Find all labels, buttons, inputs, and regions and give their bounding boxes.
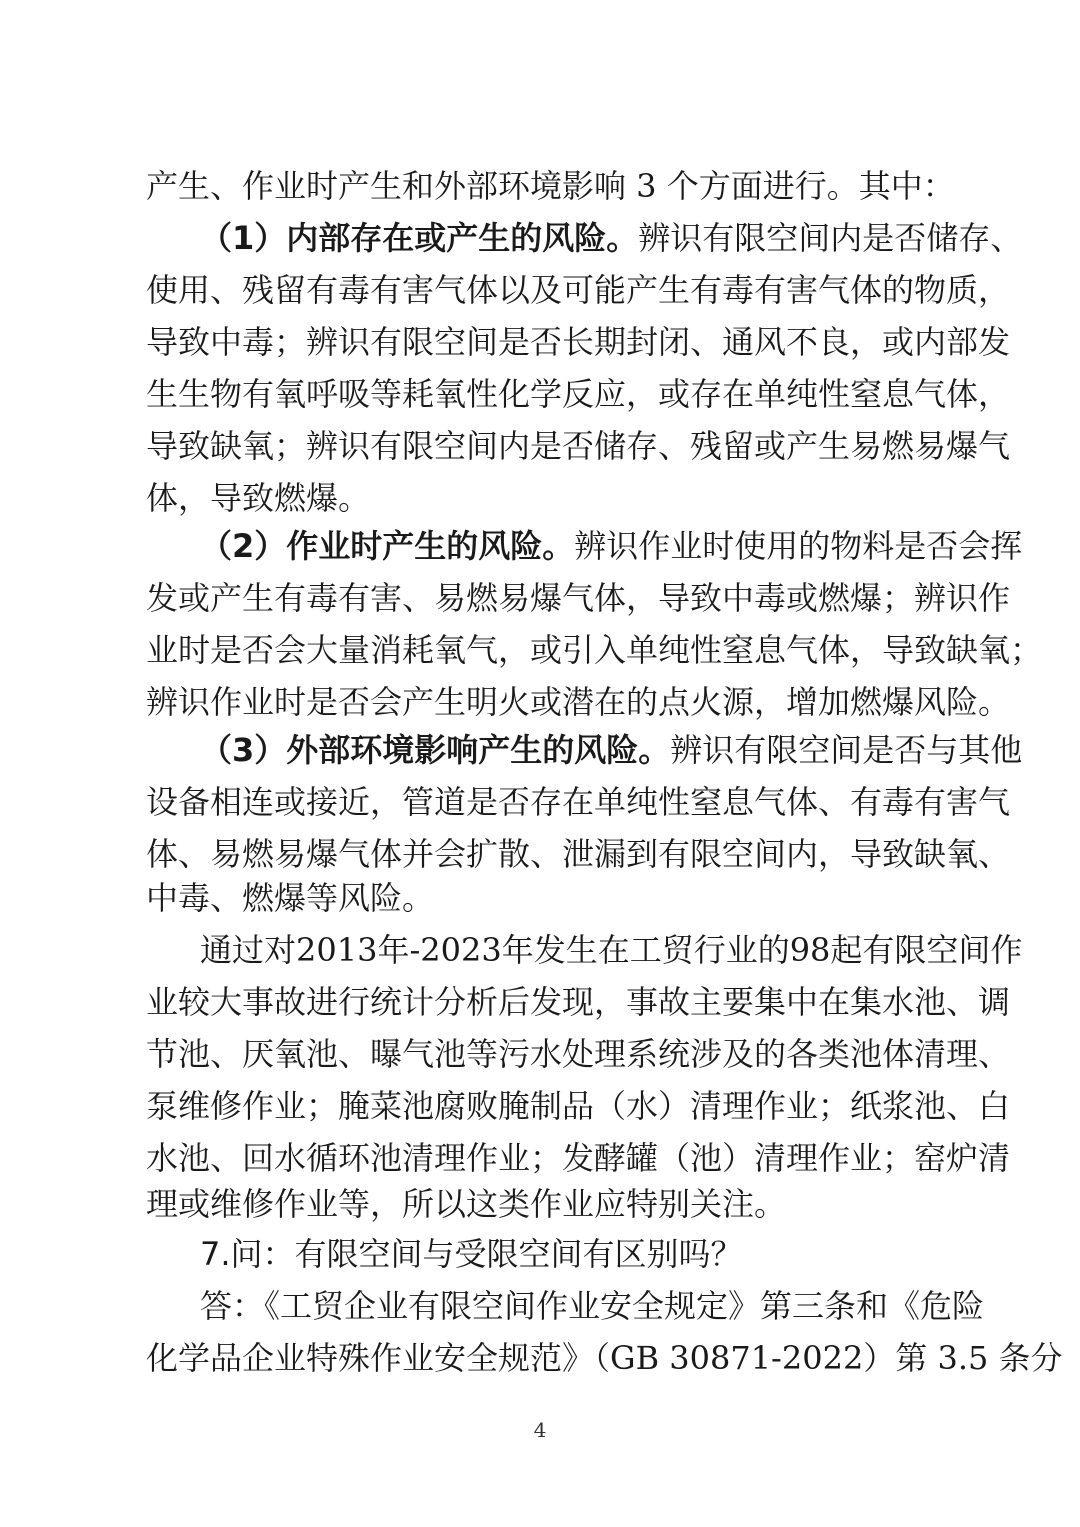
paragraph-line: 导致中毒；辨识有限空间是否长期封闭、通风不良，或内部发: [146, 323, 1011, 361]
paragraph-line: 发或产生有毒有害、易燃易爆气体，导致中毒或燃爆；辨识作: [146, 579, 1011, 617]
paragraph-line: 体、易燃易爆气体并会扩散、泄漏到有限空间内，导致缺氧、: [146, 835, 1011, 873]
paragraph-line: 生生物有氧呼吸等耗氧性化学反应，或存在单纯性窒息气体，: [146, 375, 1011, 413]
paragraph-line: 节池、厌氧池、曝气池等污水处理系统涉及的各类池体清理、: [146, 1035, 1011, 1073]
paragraph-line: （2）作业时产生的风险。辨识作业时使用的物料是否会挥: [200, 527, 1023, 565]
paragraph-line: 业时是否会大量消耗氧气，或引入单纯性窒息气体，导致缺氧；: [146, 631, 1043, 669]
section-heading-2: （2）作业时产生的风险。: [200, 527, 575, 565]
paragraph-line: 理或维修作业等，所以这类作业应特别关注。: [146, 1185, 787, 1223]
question-heading: 7.问：有限空间与受限空间有区别吗？: [200, 1235, 743, 1273]
section-heading-1: （1）内部存在或产生的风险。: [200, 219, 639, 257]
page-number: 4: [533, 1418, 547, 1442]
paragraph-line: 中毒、燃爆等风险。: [146, 879, 435, 917]
paragraph-line: 使用、残留有毒有害气体以及可能产生有毒有害气体的物质，: [146, 271, 1011, 309]
paragraph-line: 化学品企业特殊作业安全规范》（GB 30871-2022）第 3.5 条分: [146, 1339, 1063, 1377]
paragraph-line: 设备相连或接近，管道是否存在单纯性窒息气体、有毒有害气: [146, 783, 1011, 821]
paragraph-line: （1）内部存在或产生的风险。辨识有限空间内是否储存、: [200, 219, 1023, 257]
paragraph-line: 辨识作业时是否会产生明火或潜在的点火源，增加燃爆风险。: [146, 683, 1011, 721]
section-heading-3: （3）外部环境影响产生的风险。: [200, 731, 671, 769]
paragraph-line: 水池、回水循环池清理作业；发酵罐（池）清理作业；窑炉清: [146, 1139, 1011, 1177]
paragraph-line: （3）外部环境影响产生的风险。辨识有限空间是否与其他: [200, 731, 1023, 769]
paragraph-line: 产生、作业时产生和外部环境影响 3 个方面进行。其中：: [146, 167, 955, 205]
paragraph-line: 通过对2013年-2023年发生在工贸行业的98起有限空间作: [200, 931, 1023, 969]
paragraph-line: 答：《工贸企业有限空间作业安全规定》第三条和《危险: [200, 1287, 985, 1325]
paragraph-line: 导致缺氧；辨识有限空间内是否储存、残留或产生易燃易爆气: [146, 427, 1011, 465]
paragraph-line: 业较大事故进行统计分析后发现，事故主要集中在集水池、调: [146, 983, 1011, 1021]
paragraph-line: 泵维修作业；腌菜池腐败腌制品（水）清理作业；纸浆池、白: [146, 1087, 1011, 1125]
paragraph-line: 体，导致燃爆。: [146, 479, 371, 517]
